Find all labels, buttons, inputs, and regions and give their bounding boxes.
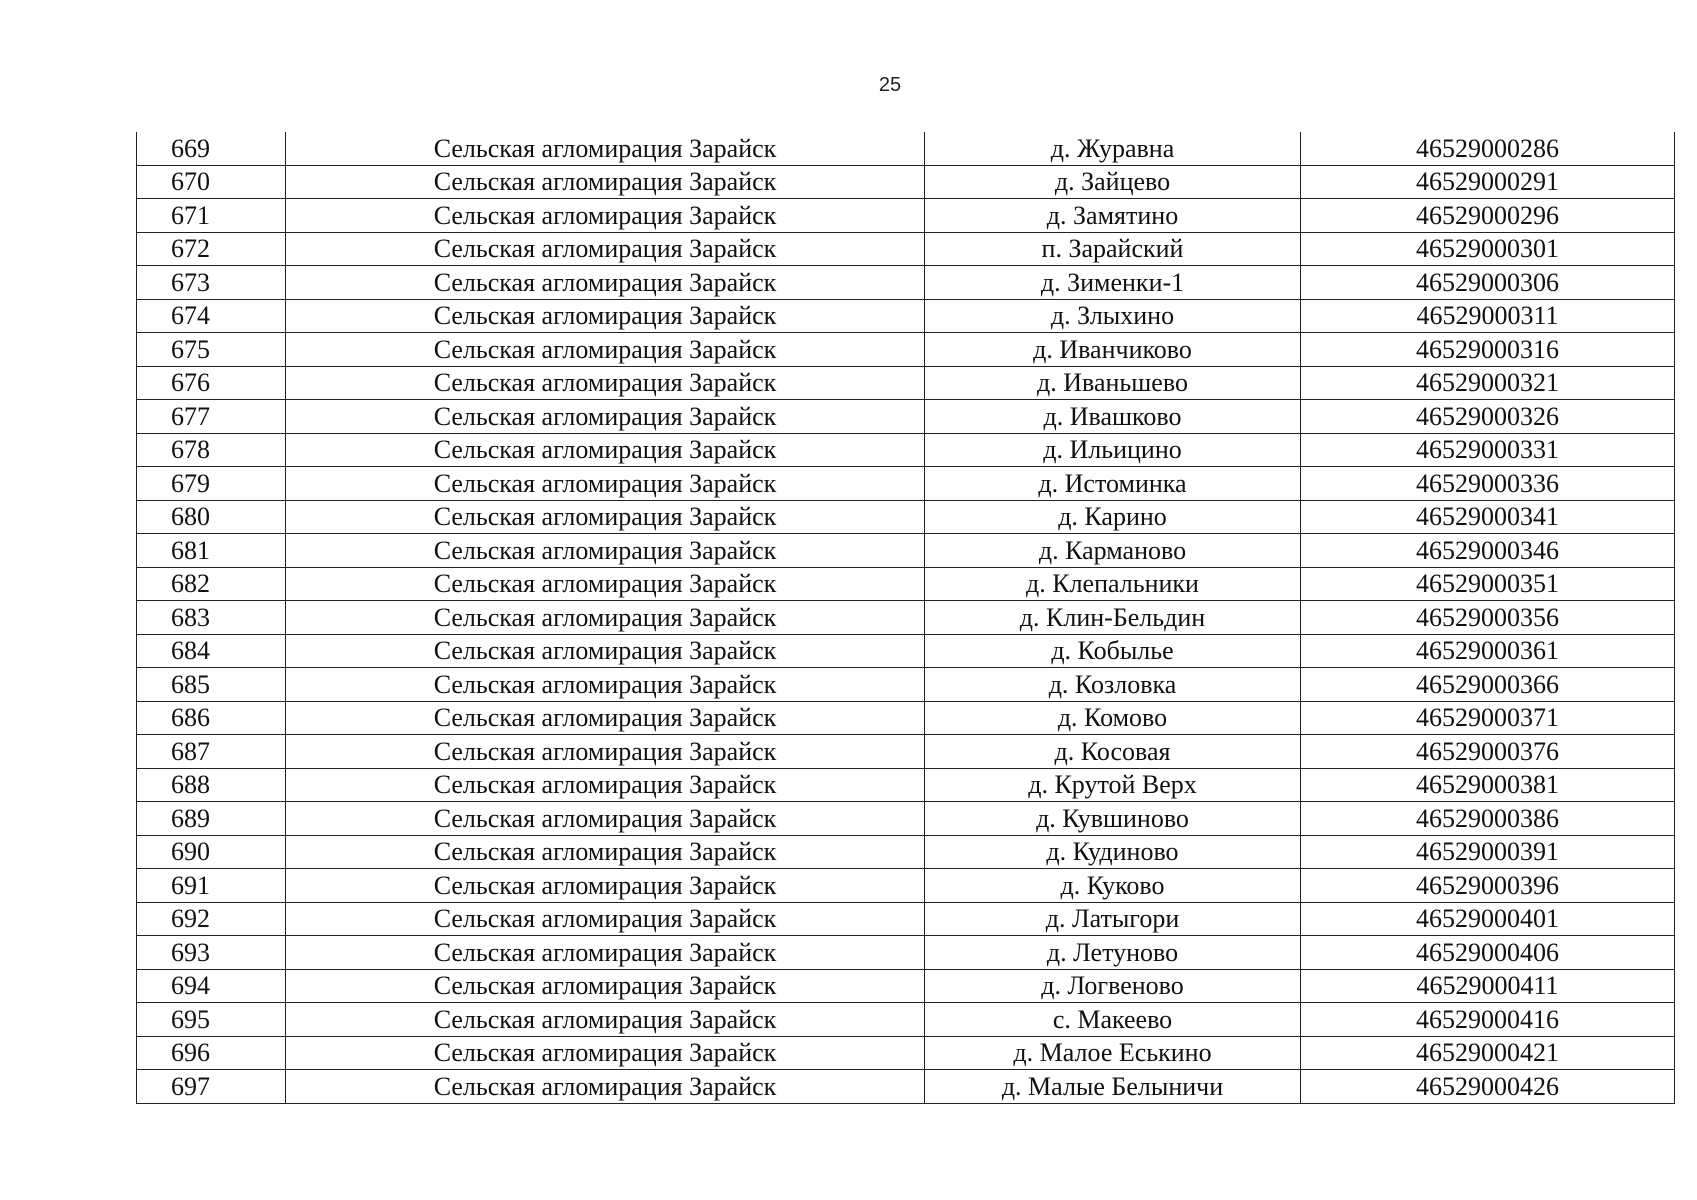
agglomeration-cell — [286, 567, 925, 601]
agglomeration-cell — [286, 936, 925, 970]
agglomeration-cell-text: Сельская агломирация Зарайск — [433, 669, 777, 699]
locality-cell — [925, 266, 1301, 300]
agglomeration-cell-text: Сельская агломирация Зарайск — [433, 133, 777, 163]
row-number-cell-text: 677 — [171, 401, 210, 431]
locality-cell — [925, 433, 1301, 467]
oktmo-code-cell — [1301, 701, 1675, 735]
oktmo-code-cell-text: 46529000296 — [1416, 200, 1559, 230]
agglomeration-cell — [286, 902, 925, 936]
locality-cell — [925, 768, 1301, 802]
row-number-cell — [137, 601, 286, 635]
locality-cell — [925, 969, 1301, 1003]
locality-cell — [925, 400, 1301, 434]
agglomeration-cell-text: Сельская агломирация Зарайск — [433, 770, 777, 799]
oktmo-code-cell-text: 46529000306 — [1416, 267, 1559, 297]
row-number-cell — [137, 1036, 286, 1070]
locality-cell — [925, 735, 1301, 769]
agglomeration-cell-text: Сельская агломирация Зарайск — [433, 904, 777, 933]
oktmo-code-cell — [1301, 132, 1675, 165]
oktmo-code-cell-text: 46529000386 — [1416, 803, 1559, 833]
row-number-cell — [137, 735, 286, 769]
locality-cell-text: д. Козловка — [1048, 669, 1177, 699]
locality-cell-text: д. Латыгори — [1045, 904, 1180, 933]
oktmo-code-cell — [1301, 601, 1675, 635]
agglomeration-cell — [286, 1003, 925, 1037]
row-number-cell — [137, 199, 286, 233]
oktmo-code-cell — [1301, 534, 1675, 568]
agglomeration-cell-text: Сельская агломирация Зарайск — [433, 334, 777, 364]
oktmo-code-cell — [1301, 1003, 1675, 1037]
row-number-cell-text: 669 — [171, 133, 210, 163]
table-row — [137, 668, 1675, 702]
oktmo-code-cell-text: 46529000421 — [1416, 1038, 1559, 1067]
locality-cell-text: д. Ивашково — [1043, 401, 1182, 431]
row-number-cell — [137, 534, 286, 568]
table-row — [137, 132, 1675, 165]
oktmo-code-cell-text: 46529000311 — [1416, 301, 1559, 330]
row-number-cell — [137, 132, 286, 165]
agglomeration-cell-text: Сельская агломирация Зарайск — [433, 1038, 777, 1067]
oktmo-code-cell — [1301, 969, 1675, 1003]
agglomeration-cell — [286, 299, 925, 333]
table-row — [137, 735, 1675, 769]
row-number-cell-text: 695 — [171, 1004, 210, 1034]
locality-cell-text: д. Клепальники — [1026, 569, 1199, 598]
row-number-cell-text: 696 — [171, 1038, 210, 1067]
agglomeration-cell-text: Сельская агломирация Зарайск — [433, 1071, 777, 1101]
table-row — [137, 165, 1675, 199]
agglomeration-cell-text: Сельская агломирация Зарайск — [433, 1004, 777, 1034]
row-number-cell-text: 687 — [171, 736, 210, 766]
agglomeration-cell-text: Сельская агломирация Зарайск — [433, 435, 777, 464]
row-number-cell — [137, 869, 286, 903]
locality-cell-text: п. Зарайский — [1041, 234, 1184, 263]
agglomeration-cell-text: Сельская агломирация Зарайск — [433, 703, 777, 732]
table-row — [137, 366, 1675, 400]
locality-cell-text: д. Иваньшево — [1037, 368, 1188, 397]
agglomeration-cell — [286, 366, 925, 400]
locality-cell — [925, 567, 1301, 601]
table-row — [137, 333, 1675, 367]
row-number-cell-text: 689 — [171, 803, 210, 833]
locality-cell-text: д. Кувшиново — [1036, 803, 1189, 833]
oktmo-code-cell — [1301, 299, 1675, 333]
locality-cell-text: д. Летуново — [1046, 937, 1179, 967]
agglomeration-cell — [286, 165, 925, 199]
oktmo-code-cell-text: 46529000291 — [1416, 167, 1559, 196]
agglomeration-cell — [286, 467, 925, 501]
agglomeration-cell — [286, 802, 925, 836]
row-number-cell-text: 690 — [171, 837, 210, 866]
agglomeration-cell-text: Сельская агломирация Зарайск — [433, 870, 777, 900]
agglomeration-cell — [286, 768, 925, 802]
locality-cell-text: д. Кобылье — [1051, 636, 1174, 665]
row-number-cell-text: 697 — [171, 1071, 210, 1101]
table-row — [137, 567, 1675, 601]
oktmo-code-cell — [1301, 366, 1675, 400]
locality-cell — [925, 1003, 1301, 1037]
table-body — [137, 132, 1675, 1103]
table-row — [137, 869, 1675, 903]
row-number-cell-text: 676 — [171, 368, 210, 397]
agglomeration-cell-text: Сельская агломирация Зарайск — [433, 502, 777, 531]
oktmo-code-cell-text: 46529000401 — [1416, 904, 1559, 933]
oktmo-code-cell-text: 46529000411 — [1416, 971, 1559, 1000]
table-row — [137, 266, 1675, 300]
oktmo-code-cell — [1301, 567, 1675, 601]
oktmo-code-cell — [1301, 467, 1675, 501]
oktmo-code-cell — [1301, 433, 1675, 467]
agglomeration-cell-text: Сельская агломирация Зарайск — [433, 837, 777, 866]
table-row — [137, 500, 1675, 534]
agglomeration-cell — [286, 400, 925, 434]
locality-table — [136, 132, 1675, 1104]
row-number-cell-text: 685 — [171, 669, 210, 699]
row-number-cell-text: 683 — [171, 602, 210, 632]
locality-cell — [925, 802, 1301, 836]
agglomeration-cell — [286, 500, 925, 534]
locality-cell — [925, 869, 1301, 903]
agglomeration-cell-text: Сельская агломирация Зарайск — [433, 401, 777, 431]
row-number-cell-text: 675 — [171, 334, 210, 364]
agglomeration-cell-text: Сельская агломирация Зарайск — [433, 803, 777, 833]
table-row — [137, 969, 1675, 1003]
oktmo-code-cell — [1301, 333, 1675, 367]
row-number-cell — [137, 299, 286, 333]
locality-cell-text: д. Иванчиково — [1033, 334, 1192, 364]
table-row — [137, 467, 1675, 501]
locality-cell-text: д. Косовая — [1054, 736, 1171, 766]
agglomeration-cell-text: Сельская агломирация Зарайск — [433, 368, 777, 397]
locality-cell-text: д. Логвеново — [1041, 971, 1184, 1000]
table-row — [137, 768, 1675, 802]
row-number-cell-text: 694 — [171, 971, 210, 1000]
table-row — [137, 534, 1675, 568]
locality-cell-text: с. Макеево — [1052, 1004, 1173, 1034]
agglomeration-cell — [286, 634, 925, 668]
locality-cell-text: д. Куково — [1060, 870, 1165, 900]
row-number-cell — [137, 936, 286, 970]
row-number-cell — [137, 668, 286, 702]
oktmo-code-cell — [1301, 869, 1675, 903]
locality-cell — [925, 165, 1301, 199]
oktmo-code-cell-text: 46529000406 — [1416, 937, 1559, 967]
agglomeration-cell-text: Сельская агломирация Зарайск — [433, 234, 777, 263]
agglomeration-cell-text: Сельская агломирация Зарайск — [433, 267, 777, 297]
oktmo-code-cell-text: 46529000416 — [1416, 1004, 1559, 1034]
row-number-cell — [137, 701, 286, 735]
oktmo-code-cell-text: 46529000381 — [1416, 770, 1559, 799]
oktmo-code-cell — [1301, 735, 1675, 769]
oktmo-code-cell-text: 46529000371 — [1416, 703, 1559, 732]
agglomeration-cell — [286, 132, 925, 165]
table-row — [137, 232, 1675, 266]
table-row — [137, 902, 1675, 936]
oktmo-code-cell — [1301, 266, 1675, 300]
locality-cell — [925, 467, 1301, 501]
oktmo-code-cell-text: 46529000366 — [1416, 669, 1559, 699]
locality-cell — [925, 601, 1301, 635]
agglomeration-cell — [286, 199, 925, 233]
row-number-cell — [137, 835, 286, 869]
row-number-cell — [137, 567, 286, 601]
locality-cell-text: д. Злыхино — [1050, 301, 1175, 330]
oktmo-code-cell-text: 46529000316 — [1416, 334, 1559, 364]
locality-cell — [925, 835, 1301, 869]
agglomeration-cell-text: Сельская агломирация Зарайск — [433, 736, 777, 766]
oktmo-code-cell-text: 46529000341 — [1416, 502, 1559, 531]
locality-cell-text: д. Зименки-1 — [1040, 267, 1185, 297]
locality-cell-text: д. Комово — [1057, 703, 1168, 732]
locality-cell — [925, 299, 1301, 333]
table-row — [137, 835, 1675, 869]
agglomeration-cell — [286, 333, 925, 367]
oktmo-code-cell — [1301, 1036, 1675, 1070]
oktmo-code-cell-text: 46529000351 — [1416, 569, 1559, 598]
agglomeration-cell-text: Сельская агломирация Зарайск — [433, 569, 777, 598]
row-number-cell — [137, 232, 286, 266]
locality-cell — [925, 333, 1301, 367]
row-number-cell — [137, 634, 286, 668]
agglomeration-cell-text: Сельская агломирация Зарайск — [433, 602, 777, 632]
oktmo-code-cell — [1301, 165, 1675, 199]
locality-cell — [925, 634, 1301, 668]
oktmo-code-cell-text: 46529000356 — [1416, 602, 1559, 632]
agglomeration-cell — [286, 534, 925, 568]
oktmo-code-cell — [1301, 199, 1675, 233]
locality-cell — [925, 1036, 1301, 1070]
oktmo-code-cell-text: 46529000391 — [1416, 837, 1559, 866]
locality-cell-text: д. Зайцево — [1054, 167, 1171, 196]
oktmo-code-cell-text: 46529000426 — [1416, 1071, 1559, 1101]
agglomeration-cell — [286, 668, 925, 702]
agglomeration-cell — [286, 1036, 925, 1070]
agglomeration-cell-text: Сельская агломирация Зарайск — [433, 535, 777, 565]
row-number-cell-text: 679 — [171, 468, 210, 498]
locality-cell — [925, 902, 1301, 936]
row-number-cell — [137, 500, 286, 534]
agglomeration-cell-text: Сельская агломирация Зарайск — [433, 301, 777, 330]
row-number-cell-text: 688 — [171, 770, 210, 799]
locality-cell-text: д. Малые Белыничи — [1001, 1071, 1224, 1101]
row-number-cell — [137, 1003, 286, 1037]
locality-cell — [925, 500, 1301, 534]
agglomeration-cell-text: Сельская агломирация Зарайск — [433, 971, 777, 1000]
row-number-cell-text: 686 — [171, 703, 210, 732]
row-number-cell-text: 670 — [171, 167, 210, 196]
agglomeration-cell — [286, 601, 925, 635]
agglomeration-cell — [286, 835, 925, 869]
locality-cell-text: д. Карманово — [1038, 535, 1187, 565]
oktmo-code-cell — [1301, 768, 1675, 802]
oktmo-code-cell — [1301, 668, 1675, 702]
table-row — [137, 1070, 1675, 1104]
locality-cell — [925, 936, 1301, 970]
oktmo-code-cell — [1301, 232, 1675, 266]
row-number-cell — [137, 902, 286, 936]
row-number-cell-text: 671 — [171, 200, 210, 230]
oktmo-code-cell-text: 46529000396 — [1416, 870, 1559, 900]
row-number-cell-text: 678 — [171, 435, 210, 464]
row-number-cell — [137, 802, 286, 836]
locality-cell-text: д. Истоминка — [1038, 468, 1187, 498]
locality-cell-text: д. Кудиново — [1046, 837, 1179, 866]
agglomeration-cell — [286, 735, 925, 769]
locality-cell-text: д. Малое Еськино — [1013, 1038, 1212, 1067]
locality-cell — [925, 199, 1301, 233]
page-number: 25 — [878, 74, 902, 96]
oktmo-code-cell-text: 46529000346 — [1416, 535, 1559, 565]
agglomeration-cell — [286, 1070, 925, 1104]
oktmo-code-cell-text: 46529000336 — [1416, 468, 1559, 498]
oktmo-code-cell — [1301, 902, 1675, 936]
agglomeration-cell — [286, 701, 925, 735]
table-row — [137, 802, 1675, 836]
agglomeration-cell — [286, 869, 925, 903]
oktmo-code-cell — [1301, 634, 1675, 668]
oktmo-code-cell-text: 46529000321 — [1416, 368, 1559, 397]
oktmo-code-cell — [1301, 802, 1675, 836]
locality-cell-text: д. Журавна — [1050, 133, 1175, 163]
table-row — [137, 936, 1675, 970]
row-number-cell-text: 681 — [171, 535, 210, 565]
oktmo-code-cell — [1301, 1070, 1675, 1104]
row-number-cell — [137, 768, 286, 802]
locality-cell-text: д. Клин-Бельдин — [1019, 602, 1206, 632]
row-number-cell — [137, 165, 286, 199]
locality-cell — [925, 668, 1301, 702]
table-row — [137, 400, 1675, 434]
row-number-cell-text: 674 — [171, 301, 210, 330]
locality-cell — [925, 1070, 1301, 1104]
locality-cell-text: д. Ильицино — [1043, 435, 1182, 464]
row-number-cell-text: 692 — [171, 904, 210, 933]
agglomeration-cell — [286, 969, 925, 1003]
row-number-cell — [137, 969, 286, 1003]
locality-cell — [925, 534, 1301, 568]
agglomeration-cell-text: Сельская агломирация Зарайск — [433, 636, 777, 665]
row-number-cell-text: 680 — [171, 502, 210, 531]
row-number-cell — [137, 366, 286, 400]
oktmo-code-cell-text: 46529000286 — [1416, 133, 1559, 163]
table-row — [137, 1003, 1675, 1037]
row-number-cell — [137, 467, 286, 501]
agglomeration-cell-text: Сельская агломирация Зарайск — [433, 200, 777, 230]
agglomeration-cell — [286, 266, 925, 300]
table-row — [137, 1036, 1675, 1070]
locality-cell-text: д. Крутой Верх — [1028, 770, 1197, 799]
table-row — [137, 433, 1675, 467]
locality-cell — [925, 232, 1301, 266]
row-number-cell — [137, 1070, 286, 1104]
locality-cell — [925, 701, 1301, 735]
row-number-cell-text: 684 — [171, 636, 210, 665]
agglomeration-cell-text: Сельская агломирация Зарайск — [433, 937, 777, 967]
row-number-cell-text: 693 — [171, 937, 210, 967]
agglomeration-cell — [286, 433, 925, 467]
row-number-cell-text: 673 — [171, 267, 210, 297]
row-number-cell — [137, 333, 286, 367]
oktmo-code-cell — [1301, 936, 1675, 970]
table-row — [137, 701, 1675, 735]
row-number-cell — [137, 266, 286, 300]
row-number-cell-text: 682 — [171, 569, 210, 598]
oktmo-code-cell-text: 46529000331 — [1416, 435, 1559, 464]
table-row — [137, 199, 1675, 233]
row-number-cell-text: 691 — [171, 870, 210, 900]
oktmo-code-cell — [1301, 400, 1675, 434]
oktmo-code-cell-text: 46529000301 — [1416, 234, 1559, 263]
oktmo-code-cell-text: 46529000376 — [1416, 736, 1559, 766]
row-number-cell — [137, 433, 286, 467]
locality-cell-text: д. Карино — [1058, 502, 1167, 531]
locality-cell — [925, 366, 1301, 400]
agglomeration-cell — [286, 232, 925, 266]
oktmo-code-cell-text: 46529000326 — [1416, 401, 1559, 431]
oktmo-code-cell — [1301, 835, 1675, 869]
table-row — [137, 601, 1675, 635]
table-row — [137, 299, 1675, 333]
oktmo-code-cell-text: 46529000361 — [1416, 636, 1559, 665]
locality-cell-text: д. Замятино — [1046, 200, 1179, 230]
row-number-cell-text: 672 — [171, 234, 210, 263]
locality-cell — [925, 132, 1301, 165]
oktmo-code-cell — [1301, 500, 1675, 534]
table-row — [137, 634, 1675, 668]
row-number-cell — [137, 400, 286, 434]
agglomeration-cell-text: Сельская агломирация Зарайск — [433, 167, 777, 196]
agglomeration-cell-text: Сельская агломирация Зарайск — [433, 468, 777, 498]
